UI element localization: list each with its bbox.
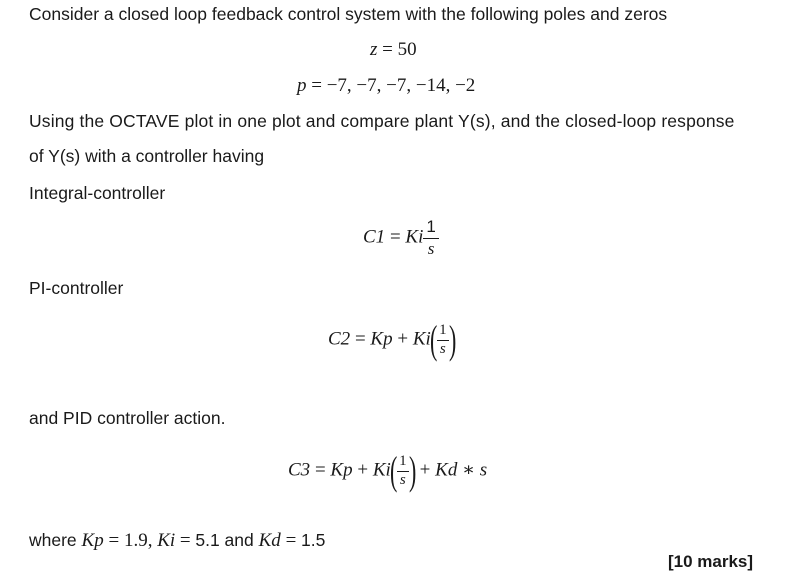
zero-equation xyxy=(370,40,417,59)
c3-left-paren: ( xyxy=(389,448,398,493)
c3-fraction xyxy=(397,454,409,489)
params-ki-value: 5.1 xyxy=(195,530,220,550)
c2-equation xyxy=(328,317,456,362)
c2-equals: = xyxy=(350,328,371,350)
zero-value: 50 xyxy=(397,39,417,60)
c3-name: C3 xyxy=(288,459,311,481)
c2-right-paren: ) xyxy=(448,317,456,362)
poles-symbol: p xyxy=(297,75,307,96)
c1-name: C1 xyxy=(363,226,386,248)
c3-numerator: 1 xyxy=(397,454,409,472)
params-and: and xyxy=(219,530,259,550)
instruction-line-2: of Y(s) with a controller having xyxy=(29,146,265,166)
c2-numerator: 1 xyxy=(437,323,449,341)
c3-kd: Kd xyxy=(435,459,458,481)
params-kd-symbol: Kd xyxy=(258,530,281,551)
c3-equation xyxy=(288,448,488,493)
zero-equals: = xyxy=(377,39,398,60)
params-kd-value: 1.5 xyxy=(301,530,326,550)
c1-numerator: 1 xyxy=(423,218,438,239)
c2-kp: Kp xyxy=(370,328,393,350)
c1-gain: Ki xyxy=(405,226,424,248)
c3-denominator: s xyxy=(399,471,406,488)
c1-denominator: s xyxy=(427,238,435,258)
poles-equation xyxy=(297,76,475,95)
c3-times: ∗ xyxy=(457,459,480,481)
c3-equals: = xyxy=(310,459,331,481)
instruction-line-1: Using the OCTAVE plot in one plot and compare plant Y(s), and the closed-loop response xyxy=(29,111,735,131)
c2-ki: Ki xyxy=(412,328,431,350)
c3-plus-2: + xyxy=(414,459,436,481)
c3-ki: Ki xyxy=(372,459,391,481)
params-ki-symbol: Ki xyxy=(157,530,176,551)
c1-fraction xyxy=(423,218,438,258)
params-where: where xyxy=(29,530,82,550)
intro-text: Consider a closed loop feedback control system with the following poles and zeros xyxy=(29,4,668,24)
zero-symbol: z xyxy=(370,39,378,60)
poles-equals: = xyxy=(306,75,327,96)
params-kp-symbol: Kp xyxy=(81,530,104,551)
c3-right-paren: ) xyxy=(408,448,416,493)
params-kp-value: 1.9, xyxy=(123,530,158,551)
integral-controller-label: Integral-controller xyxy=(29,183,166,203)
c1-equals: = xyxy=(385,226,406,248)
c2-fraction xyxy=(437,323,449,358)
c3-kp: Kp xyxy=(330,459,353,481)
c2-name: C2 xyxy=(328,328,351,350)
parameters-line xyxy=(29,531,325,550)
c2-plus: + xyxy=(392,328,413,350)
params-kd-equals: = xyxy=(280,530,302,551)
params-kp-equals: = xyxy=(103,530,124,551)
c2-left-paren: ( xyxy=(429,317,438,362)
poles-values: −7, −7, −7, −14, −2 xyxy=(326,75,476,96)
marks-label: [10 marks] xyxy=(668,552,754,571)
c3-plus: + xyxy=(352,459,373,481)
pid-controller-label: and PID controller action. xyxy=(29,408,226,428)
c2-denominator: s xyxy=(439,340,446,357)
pi-controller-label: PI-controller xyxy=(29,278,124,298)
c1-equation xyxy=(363,218,439,258)
c3-s: s xyxy=(479,459,488,481)
params-ki-equals: = xyxy=(175,530,196,551)
